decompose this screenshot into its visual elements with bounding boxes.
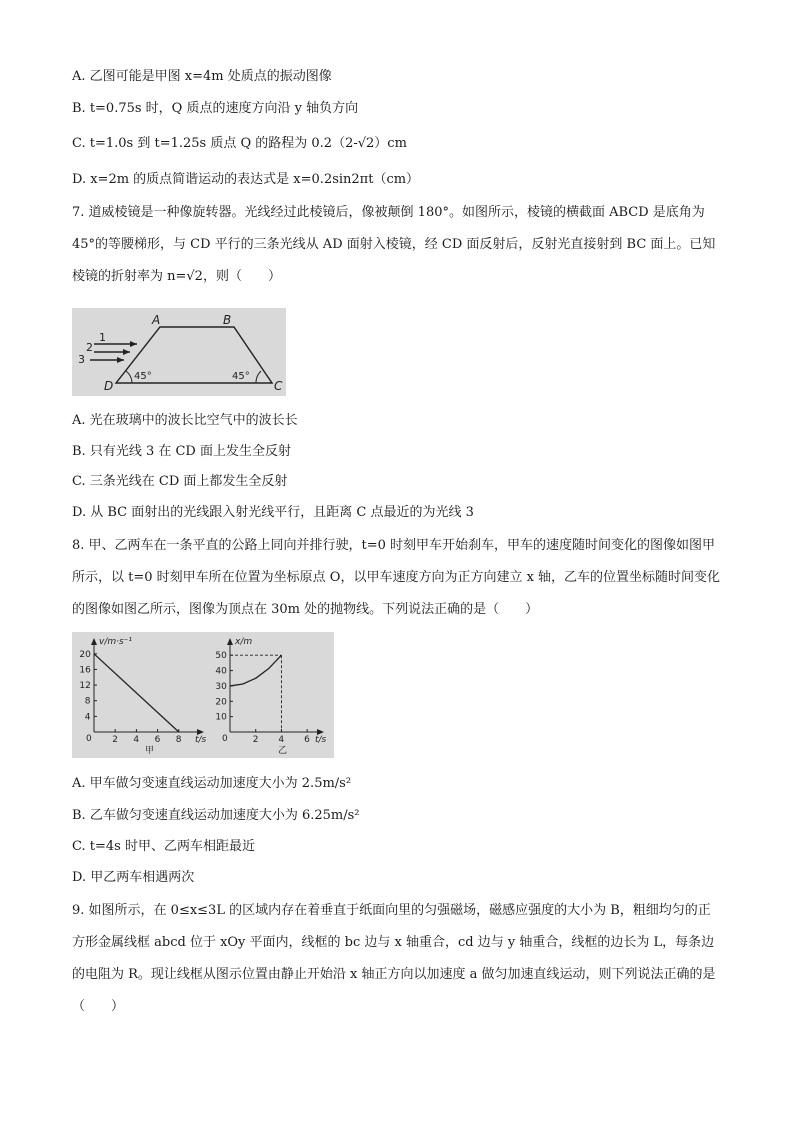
q7-stem: 7. 道威棱镜是一种像旋转器。光线经过此棱镜后，像被颠倒 180°。如图所示，棱镜的横截面 ABCD 是底角为 45°的等腰梯形，与 CD 平行的三条光线从 AD 面射入棱镜，经 CD 面反射后，反射光直接射到 BC 面上。已知棱镜的折射率为 n=√2，则（ ） — [72, 205, 716, 284]
q8-stem: 8. 甲、乙两车在一条平直的公路上同向并排行驶，t=0 时刻甲车开始刹车，甲车的速度随时间变化的图像如图甲所示，以 t=0 时刻甲车所在位置为坐标原点 O，以甲车速度方向为正方向建立 x 轴，乙车的位置坐标随时间变化的图像如图乙所示，图像为顶点在 30m 处的抛物线。下列说法正确的是（ ） — [72, 538, 721, 617]
graph-b-x-tick-label: 2 — [252, 735, 259, 745]
ray-1-arrow — [130, 341, 137, 347]
angle-arc-right — [256, 371, 261, 383]
graph-b-y-tick-label: 10 — [215, 712, 227, 723]
vertex-d: D — [104, 379, 114, 393]
graph-a-x-tick-label: 2 — [112, 735, 118, 745]
ray-label-1: 1 — [99, 331, 106, 344]
graph-b-y-arrow — [227, 638, 233, 645]
q8-graphs-figure — [72, 632, 334, 758]
graph-b-origin-label: 0 — [222, 734, 228, 744]
q8-option-c: C. t=4s 时甲、乙两车相距最近 — [72, 839, 255, 854]
q7-option-b: B. 只有光线 3 在 CD 面上发生全反射 — [72, 444, 291, 459]
ray-3-arrow — [117, 357, 124, 363]
graph-a-velocity-line — [94, 654, 179, 732]
q8-option-a: A. 甲车做匀变速直线运动加速度大小为 2.5m/s² — [72, 776, 352, 791]
graph-b-y-tick-label: 50 — [215, 651, 227, 662]
q6-option-d: D. x=2m 的质点简谐运动的表达式是 x=0.2sin2πt（cm） — [72, 172, 420, 187]
graph-b-parabola — [230, 655, 281, 686]
graph-a-xlabel: t/s — [195, 735, 207, 745]
q6-option-c: C. t=1.0s 到 t=1.25s 质点 Q 的路程为 0.2（2-√2）cm — [72, 136, 407, 151]
q8-option-b: B. 乙车做匀变速直线运动加速度大小为 6.25m/s² — [72, 808, 360, 823]
vertex-c: C — [274, 379, 283, 393]
q7-option-c: C. 三条光线在 CD 面上都发生全反射 — [72, 474, 288, 489]
q7-option-d: D. 从 BC 面射出的光线跟入射光线平行，且距离 C 点最近的为光线 3 — [72, 505, 474, 520]
graph-a-y-tick-label: 4 — [84, 712, 91, 723]
q6-option-b: B. t=0.75s 时，Q 质点的速度方向沿 y 轴负方向 — [72, 101, 359, 116]
graph-a-x-tick-label: 8 — [175, 735, 182, 745]
graph-a-x-tick-label: 6 — [154, 735, 161, 745]
graph-a-y-tick-label: 20 — [79, 649, 91, 660]
graph-a-y-arrow — [91, 638, 97, 645]
graph-a-y-tick-label: 16 — [79, 665, 91, 676]
q6-option-a: A. 乙图可能是甲图 x=4m 处质点的振动图像 — [72, 69, 332, 84]
q8-option-d: D. 甲乙两车相遇两次 — [72, 870, 195, 885]
graph-b-ylabel: x/m — [235, 637, 253, 647]
q7-prism-figure — [72, 308, 286, 396]
graph-b-x-tick-label: 6 — [304, 735, 310, 745]
graph-b-y-tick-label: 20 — [215, 697, 227, 708]
graph-b-title: 乙 — [278, 746, 288, 756]
graph-a-x-tick-label: 4 — [133, 735, 140, 745]
ray-label-2: 2 — [86, 341, 93, 354]
angle-label-right: 45° — [232, 371, 250, 382]
graph-b-y-tick-label: 30 — [215, 681, 227, 692]
graph-a-y-tick-label: 12 — [79, 681, 91, 692]
ray-2-arrow — [123, 349, 130, 355]
ray-label-3: 3 — [78, 353, 85, 366]
graph-b-y-tick-label: 40 — [215, 666, 227, 677]
angle-arc-left — [126, 371, 132, 383]
graph-b-x-tick-label: 4 — [278, 735, 285, 745]
q9-stem: 9. 如图所示，在 0≤x≤3L 的区域内存在着垂直于纸面向里的匀强磁场，磁感应强度的大小为 B，粗细均匀的正方形金属线框 abcd 位于 xOy 平面内，线框的 bc 边与 x 轴重合，cd 边与 y 轴重合，线框的边长为 L，每条边的电阻为 R。现让线框从图示位置由静止开始沿 x 轴正方向以加速度 a 做匀加速直线运动，则下列说法正确的是（ ） — [72, 903, 716, 1014]
angle-label-left: 45° — [134, 371, 152, 382]
vertex-b: B — [223, 313, 232, 327]
graph-a-y-tick-label: 8 — [84, 696, 91, 707]
graph-a-origin-label: 0 — [86, 734, 92, 744]
q7-option-a: A. 光在玻璃中的波长比空气中的波长长 — [72, 413, 298, 428]
graph-a-ylabel: v/m·s⁻¹ — [99, 637, 133, 647]
graph-b-xlabel: t/s — [315, 735, 327, 745]
graph-a-title: 甲 — [145, 746, 155, 756]
vertex-a: A — [152, 313, 161, 327]
